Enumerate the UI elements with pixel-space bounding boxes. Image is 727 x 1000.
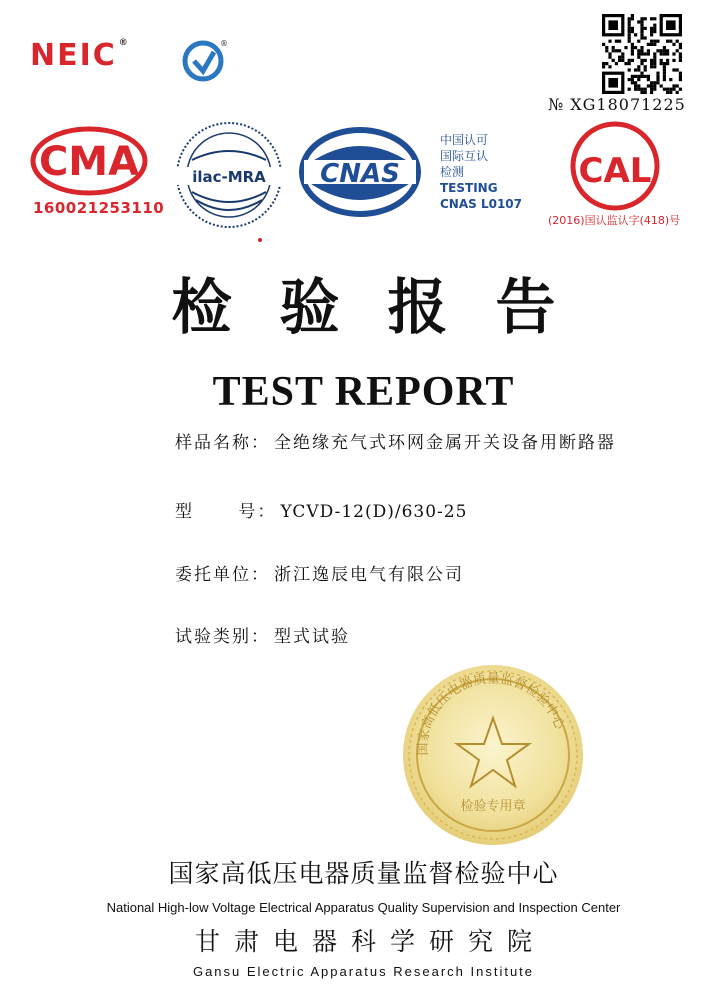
- field-client: [175, 560, 464, 585]
- test-label: 试验类别：: [175, 627, 270, 647]
- field-test-type: [175, 622, 350, 647]
- cnas-logo-text: CNAS: [320, 159, 400, 189]
- field-sample: [175, 428, 616, 453]
- cal-text: (2016)国认监认字(418)号: [548, 214, 681, 227]
- ilac-mra-logo: [172, 120, 286, 230]
- org-name-en: National High-low Voltage Electrical Apparatus Quality Supervision and Inspection Center: [106, 900, 621, 915]
- cnas-line: 国际互认: [440, 149, 489, 163]
- cal-logo: [560, 118, 670, 218]
- cnas-text: [440, 132, 522, 212]
- cnas-line: CNAS L0107: [440, 197, 523, 211]
- field-model: [175, 497, 467, 522]
- institute-name-cn: 甘肃电器科学研究院: [194, 927, 546, 956]
- model-label: 型 号：: [175, 502, 277, 522]
- report-number: № XG18071225: [548, 95, 686, 114]
- page-title-en: TEST REPORT: [212, 369, 515, 415]
- neic-logo: NEIC ®: [30, 38, 130, 73]
- inspection-seal: [398, 660, 588, 850]
- seal-arc-text: 国家高低压电器质量监督检验中心: [415, 671, 567, 756]
- seal-sub-text: 检验专用章: [460, 799, 526, 814]
- cnas-line: 中国认可: [440, 133, 489, 147]
- cnas-line: TESTING: [440, 181, 498, 195]
- client-value: 浙江逸辰电气有限公司: [274, 565, 464, 585]
- cma-logo: [30, 125, 148, 197]
- ilac-logo-text: ilac-MRA: [192, 168, 266, 186]
- sample-label: 样品名称：: [175, 433, 270, 453]
- client-label: 委托单位：: [175, 565, 270, 585]
- cnas-logo: [298, 126, 422, 218]
- svg-text:®: ®: [220, 39, 228, 48]
- page-title-cn: 检验报告: [171, 273, 604, 343]
- g-logo-icon: [180, 38, 226, 84]
- institute-name-en: Gansu Electric Apparatus Research Institute: [192, 964, 535, 979]
- sample-value: 全绝缘充气式环网金属开关设备用断路器: [274, 433, 616, 453]
- decorative-dot: [258, 238, 262, 242]
- model-value: YCVD-12(D)/630-25: [280, 502, 468, 522]
- cma-logo-text: CMA: [38, 139, 140, 185]
- org-name-cn: 国家高低压电器质量监督检验中心: [168, 859, 559, 888]
- qr-code: [602, 14, 682, 94]
- test-value: 型式试验: [274, 627, 350, 647]
- cnas-line: 检测: [440, 165, 465, 179]
- cma-number: 160021253110: [33, 199, 165, 217]
- cal-logo-text: CAL: [578, 151, 652, 191]
